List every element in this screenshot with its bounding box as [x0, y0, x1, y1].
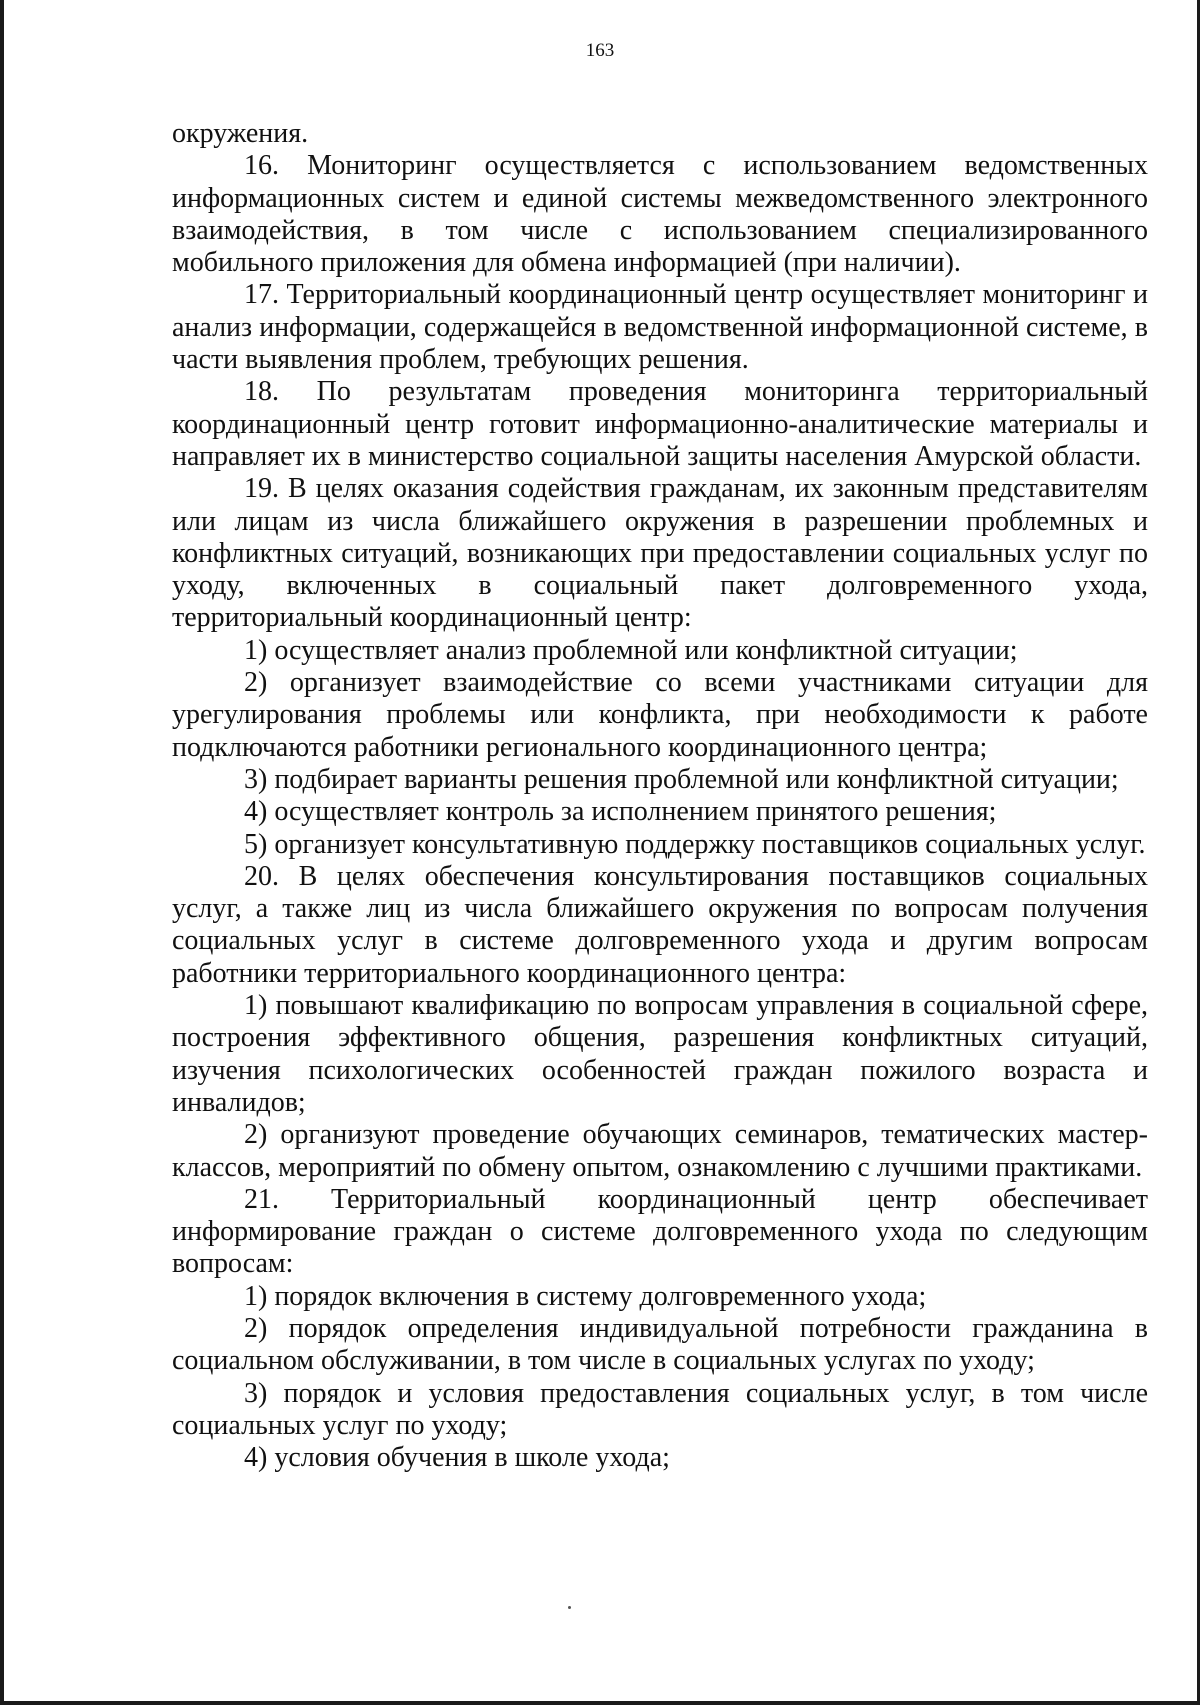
list-item-21-1: 1) порядок включения в систему долговременного ухода; [244, 1280, 927, 1312]
scan-speck [568, 1606, 571, 1609]
list-item-21-4: 4) условия обучения в школе ухода; [244, 1442, 670, 1474]
paragraph-18: 18. По результатам проведения мониторинга территориальный координационный центр готовит информационно-аналитические материалы и направляет их в министерство социальной защиты населения Амурской области. [172, 376, 1148, 472]
paragraph-21: 21. Территориальный координационный центр обеспечивает информирование граждан о системе долговременного ухода по следующим вопросам: [172, 1183, 1148, 1280]
list-item-19-5: 5) организует консультативную поддержку поставщиков социальных услуг. [244, 828, 1146, 860]
paragraph-20: 20. В целях обеспечения консультирования поставщиков социальных услуг, а также лиц из числа ближайшего окружения по вопросам получения социальных услуг в системе долговременного ухода и другим вопросам работники территориального координационного центра: [172, 860, 1148, 989]
paragraph-19: 19. В целях оказания содействия гражданам, их законным представителям или лицам из числа ближайшего окружения в разрешении проблемных и конфликтных ситуаций, возникающих при предоставлении социальных услуг по уходу, включенных в социальный пакет долговременного ухода, территориальный координационный центр: [172, 473, 1148, 634]
list-item-19-1: 1) осуществляет анализ проблемной или конфликтной ситуации; [244, 634, 1018, 666]
document-body [172, 118, 1148, 1474]
paragraph-17: 17. Территориальный координационный центр осуществляет мониторинг и анализ информации, содержащейся в ведомственной информационной системе, в части выявления проблем, требующих решения. [172, 279, 1148, 376]
scan-edge-bottom [0, 1701, 1200, 1705]
page-number: 163 [585, 40, 615, 61]
list-item-21-3: 3) порядок и условия предоставления социальных услуг, в том числе социальных услуг по уходу; [172, 1377, 1148, 1441]
list-item-19-4: 4) осуществляет контроль за исполнением принятого решения; [244, 796, 997, 828]
paragraph-continuation: окружения. [172, 118, 309, 149]
list-item-19-3: 3) подбирает варианты решения проблемной или конфликтной ситуации; [244, 763, 1119, 795]
list-item-20-2: 2) организуют проведение обучающих семинаров, тематических мастер-классов, мероприятий по обмену опытом, ознакомлению с лучшими практиками. [172, 1119, 1148, 1183]
list-item-19-2: 2) организует взаимодействие со всеми участниками ситуации для урегулирования проблемы или конфликта, при необходимости к работе подключаются работники регионального координационного центра; [172, 667, 1148, 763]
scan-edge-left [0, 0, 4, 1705]
list-item-21-2: 2) порядок определения индивидуальной потребности гражданина в социальном обслуживании, в том числе в социальных услугах по уходу; [172, 1312, 1148, 1377]
list-item-20-1: 1) повышают квалификацию по вопросам управления в социальной сфере, построения эффективного общения, разрешения конфликтных ситуаций, изучения психологических особенностей граждан пожилого возраста и инвалидов; [172, 990, 1148, 1118]
paragraph-16: 16. Мониторинг осуществляется с использованием ведомственных информационных систем и единой системы межведомственного электронного взаимодействия, в том числе с использованием специализированного мобильного приложения для обмена информацией (при наличии). [172, 150, 1148, 279]
